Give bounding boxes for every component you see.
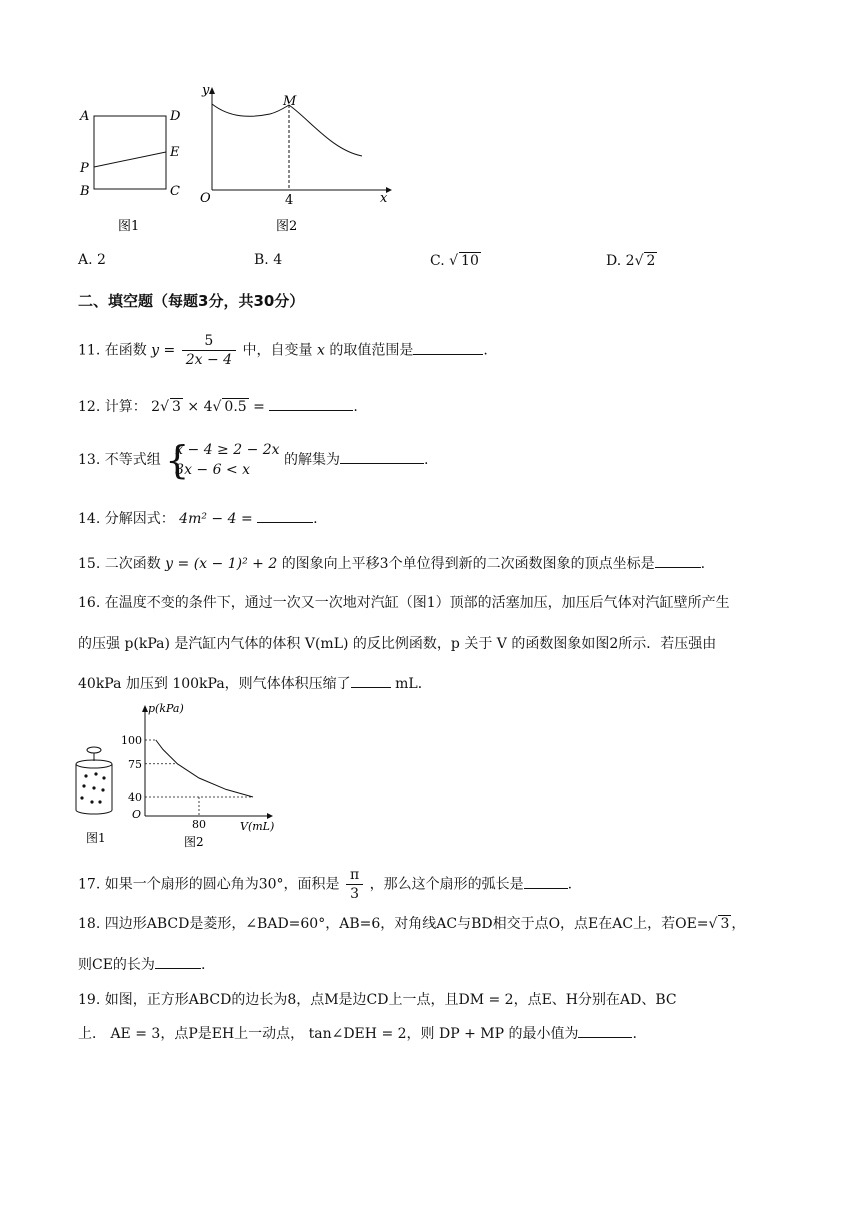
square-abcd — [94, 116, 166, 189]
y-tick-100: 100 — [121, 734, 142, 747]
tick-4-label: 4 — [285, 193, 294, 208]
label-a: A — [80, 109, 90, 124]
answer-blank-14[interactable] — [257, 522, 313, 523]
inequality-system: { x − 4 ≥ 2 − 2x 3x − 6 < x — [165, 438, 280, 482]
question-11: 11. 在函数 y = $\frac{5}{2x - 4}$ 中，自变量 x 的取值范围是 . — [78, 333, 488, 368]
answer-blank-13[interactable] — [340, 463, 424, 464]
sqrt-icon: √ — [160, 399, 170, 415]
question-19-line1: 19. 如图，正方形ABCD的边长为8，点M是边CD上一点，且DM = 2，点E、H分别在AD、BC — [78, 992, 677, 1008]
fig2-caption: 图2 — [276, 219, 298, 234]
fig1-caption-mid: 图1 — [86, 831, 106, 844]
question-14: 14. 分解因式： 4m² − 4 = . — [78, 511, 318, 527]
answer-blank-11[interactable] — [413, 354, 483, 355]
question-12: 12. 计算： 2√ 3 × 4√ 0.5 = . — [78, 399, 358, 415]
question-16-line1: 16. 在温度不变的条件下，通过一次又一次地对汽缸（图1）顶部的活塞加压，加压后气体对汽缸壁所产生 — [78, 595, 730, 611]
label-p: P — [80, 161, 89, 176]
y-tick-75: 75 — [128, 757, 142, 771]
v-axis-label: V(mL) — [240, 820, 275, 833]
answer-blank-17[interactable] — [524, 888, 568, 889]
answer-blank-19[interactable] — [578, 1037, 632, 1038]
answer-blank-16[interactable] — [351, 687, 391, 688]
choice-b[interactable]: B. 4 — [254, 252, 283, 268]
top-figures — [70, 78, 400, 238]
label-c: C — [170, 184, 180, 199]
answer-blank-12[interactable] — [269, 410, 353, 411]
label-d: D — [170, 109, 181, 124]
question-18-line1: 18. 四边形ABCD是菱形，∠BAD=60°，AB=6，对角线AC与BD相交于点O，点E在AC上，若OE=√ 3 ， — [78, 916, 746, 932]
axis-y-label: y — [202, 83, 210, 98]
question-13: 13. 不等式组 { x − 4 ≥ 2 − 2x 3x − 6 < x 的解集为 . — [78, 438, 429, 482]
question-15: 15. 二次函数 y = (x − 1)² + 2 的图象向上平移3个单位得到新的二次函数图象的顶点坐标是 . — [78, 556, 706, 572]
question-16-line2: 的压强 p(kPa) 是汽缸内气体的体积 V(mL) 的反比例函数，p 关于 V 的函数图象如图2所示．若压强由 — [78, 636, 717, 652]
fraction: $\frac{\pi}{3}$ — [346, 866, 363, 903]
gas-particles — [80, 772, 105, 803]
sqrt-icon: √ — [708, 916, 718, 932]
answer-blank-18[interactable] — [155, 968, 201, 969]
choice-c[interactable]: C. √ 10 — [430, 253, 479, 269]
brace-icon: { — [165, 438, 190, 482]
pv-curve — [156, 740, 253, 797]
origin-label-mid: O — [132, 808, 142, 821]
question-17: 17. 如果一个扇形的圆心角为30°，面积是 $\frac{\pi}{3}$ ，那么这个扇形的弧长是 . — [78, 867, 573, 902]
axis-x-label: x — [380, 191, 388, 206]
fig2-caption-mid: 图2 — [184, 835, 204, 849]
question-16-line3: 40kPa 加压到 100kPa，则气体体积压缩了 mL． — [78, 676, 432, 692]
origin-label: O — [200, 191, 211, 206]
point-m-label: M — [283, 94, 297, 109]
segment-pe — [94, 152, 166, 167]
label-e: E — [170, 145, 180, 160]
question-18-line2: 则CE的长为 . — [78, 957, 206, 973]
fraction: $\frac{5}{2x - 4}$ — [182, 332, 236, 369]
section-title: 二、填空题（每题3分，共30分） — [78, 292, 305, 310]
sqrt-icon: √ — [634, 253, 644, 269]
sqrt-icon: √ — [449, 253, 459, 269]
curve-y-of-x — [212, 104, 362, 156]
pv-graph — [112, 700, 282, 850]
y-arrow-icon — [209, 87, 215, 94]
choice-d[interactable]: D. 2√ 2 — [606, 253, 656, 269]
y-tick-40: 40 — [128, 791, 142, 804]
choice-a[interactable]: A. 2 — [78, 252, 106, 268]
v-arrow-icon — [267, 813, 273, 819]
question-19-line2: 上． AE = 3，点P是EH上一动点， tan∠DEH = 2，则 DP + MP 的最小值为 . — [78, 1026, 637, 1042]
piston-handle — [87, 747, 101, 753]
sqrt-icon: √ — [212, 399, 222, 415]
answer-blank-15[interactable] — [655, 567, 701, 568]
p-axis-label: p(kPa) — [148, 702, 184, 715]
x-tick-80: 80 — [192, 818, 206, 831]
label-b: B — [80, 184, 90, 199]
fig1-caption: 图1 — [118, 219, 140, 234]
